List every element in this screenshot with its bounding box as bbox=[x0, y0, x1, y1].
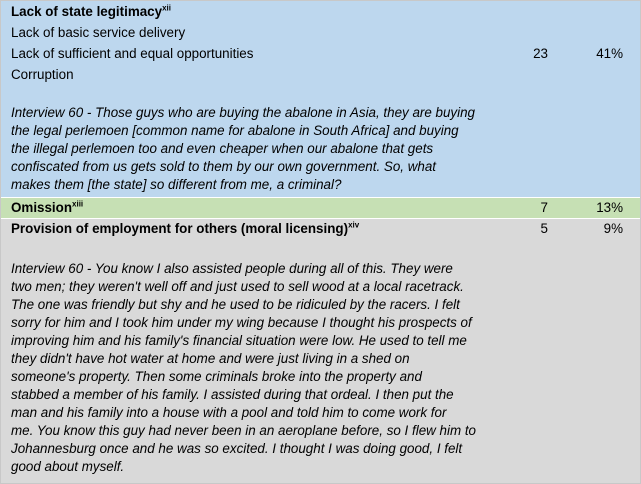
quote-line: two men; they weren't well off and just used to sell wood at a local racetrack. bbox=[11, 279, 464, 294]
theme-item: Lack of basic service delivery bbox=[11, 25, 186, 40]
employment-heading: Provision of employment for others (moral licensing)$^{xiv}$ bbox=[11, 220, 360, 236]
quote-line: the legal perlemoen [common name for abalone in South Africa] and buying bbox=[11, 123, 459, 138]
quote-line: Interview 60 - You know I also assisted people during all of this. They were bbox=[11, 261, 453, 276]
quote-line: the illegal perlemoen too and even cheaper when our abalone that gets bbox=[11, 141, 434, 156]
omission-row bbox=[1, 198, 640, 218]
count-value: 7 bbox=[540, 200, 548, 215]
quote-line: good about myself. bbox=[11, 459, 125, 474]
quote-line: improving him and his family's financial situation were low. He used to tell me bbox=[11, 333, 467, 348]
omission-heading: Omission$^{xiii}$ bbox=[11, 199, 84, 215]
percent-value: 41% bbox=[596, 46, 623, 61]
quote-line: Interview 60 - Those guys who are buying the abalone in Asia, they are buying bbox=[11, 105, 475, 120]
quote-line: man and his family into a house with a pool and told him to come work for bbox=[11, 405, 447, 420]
state-legitimacy-heading: Lack of state legitimacy$^{xii}$ bbox=[11, 3, 171, 19]
theme-item: Corruption bbox=[11, 67, 74, 82]
employment-section bbox=[1, 219, 640, 483]
state-legitimacy-section bbox=[1, 1, 640, 197]
count-value: 5 bbox=[540, 221, 548, 236]
theme-item: Lack of sufficient and equal opportunities bbox=[11, 46, 254, 61]
quote-line: confiscated from us gets sold to them by our own government. So, what bbox=[11, 159, 436, 174]
quote-line: stabbed a member of his family. I assisted during that ordeal. I then put the bbox=[11, 387, 454, 402]
footnote-marker: xiii bbox=[72, 199, 84, 209]
quote-line: The one was friendly but shy and he used to be ridiculed by the racers. I felt bbox=[11, 297, 460, 312]
quote-line: me. You know this guy had never been in an aeroplane before, so I flew him to bbox=[11, 423, 476, 438]
percent-value: 13% bbox=[596, 200, 623, 215]
footnote-marker: xiv bbox=[348, 220, 360, 230]
quote-line: sorry for him and I took him under my wing because I thought his prospects of bbox=[11, 315, 472, 330]
count-value: 23 bbox=[533, 46, 548, 61]
quote-line: they didn't have hot water at home and were just living in a shed on bbox=[11, 351, 410, 366]
quote-line: makes them [the state] so different from me, a criminal? bbox=[11, 177, 342, 192]
quote-line: Johannesburg once and he was so excited. I thought I was doing good, I felt bbox=[11, 441, 463, 456]
quote-line: someone's property. Then some criminals broke into the property and bbox=[11, 369, 422, 384]
footnote-marker: xii bbox=[162, 3, 171, 13]
percent-value: 9% bbox=[603, 221, 623, 236]
